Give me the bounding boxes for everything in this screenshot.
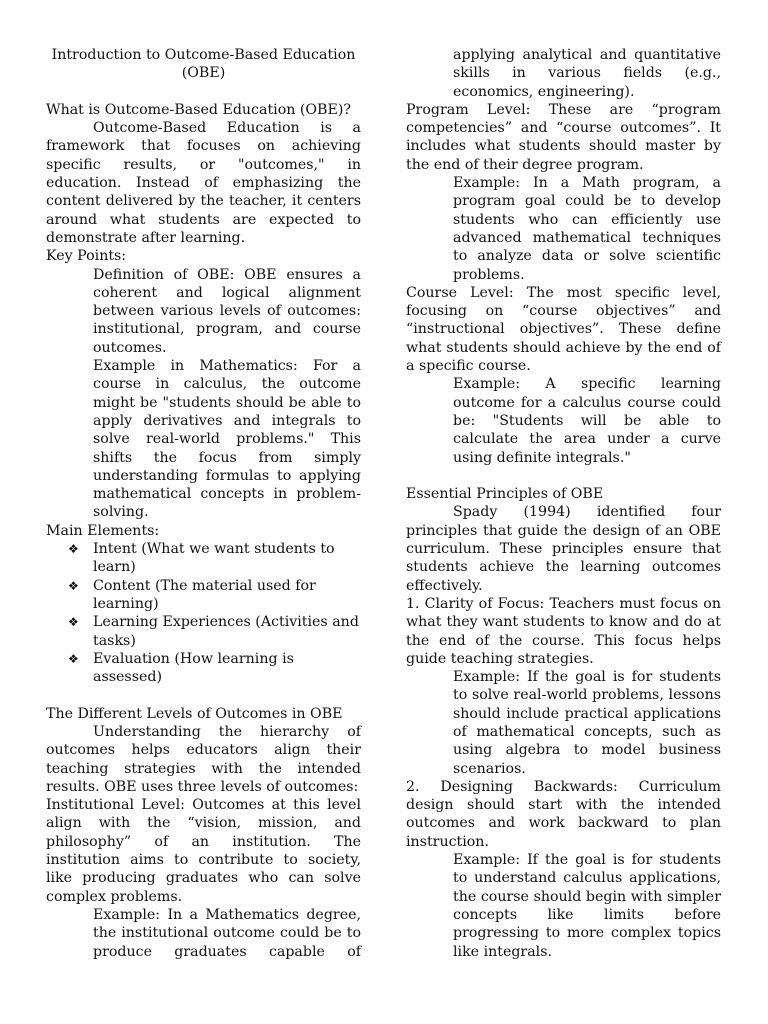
list-item: ❖ Content (The material used for learning) [68, 577, 316, 612]
principle-clarity-of-focus: 1. Clarity of Focus: Teachers must focus on what they want students to know and do at the end of the course. This focus helps guide teaching strategies. [406, 595, 721, 667]
list-item: ❖ Intent (What we want students to learn) [68, 541, 335, 576]
designing-backwards-example: Example: If the goal is for students to understand calculus applications, the course should begin with simpler concepts like limits before progressing to more complex topics like integrals. [453, 852, 721, 960]
principles-intro-paragraph: Spady (1994) identified four principles that guide the design of an OBE curriculum. These principles ensure that students achieve the learning outcomes effectively. [406, 504, 721, 594]
course-level-paragraph: Course Level: The most specific level, focusing on “course objectives” and “instructional objectives”. These define what students should achieve by the end of a specific course. [406, 284, 721, 375]
principle-designing-backwards: 2. Designing Backwards: Curriculum design should start with the intended outcomes and work backward to plan instruction. [406, 778, 721, 850]
left-column [46, 46, 361, 961]
program-example: Example: In a Math program, a program goal could be to develop students who can efficiently use advanced mathematical techniques to analyze data or solve scientific problems. [453, 175, 721, 283]
diamond-bullet-icon: ❖ [68, 615, 79, 630]
math-example: Example in Mathematics: For a course in calculus, the outcome might be "students should be able to apply derivatives and integrals to solve real-world problems." This shifts the focus from simply understanding formulas to applying mathematical concepts in problem-solving. [93, 358, 361, 521]
institutional-example-start: Example: In a Mathematics degree, the institutional outcome could be to produce graduates capable of [93, 906, 361, 960]
key-points-label: Key Points: [46, 248, 127, 265]
institutional-example-end: applying analytical and quantitative skills in various fields (e.g., economics, engineering). [453, 47, 721, 100]
diamond-bullet-icon: ❖ [68, 542, 79, 557]
levels-intro-paragraph: Understanding the hierarchy of outcomes helps educators align their teaching strategies with the intended results. OBE uses three levels of outcomes: [46, 723, 361, 795]
right-column [406, 46, 721, 961]
document-title: Introduction to Outcome-Based Education (OBE) [51, 47, 356, 82]
obe-intro-paragraph: Outcome-Based Education is a framework that focuses on achieving specific results, or "outcomes," in education. Instead of emphasizing the content delivered by the teacher, it centers around what students are expected to demonstrate after learning. [46, 120, 361, 246]
main-elements-list [46, 540, 361, 686]
principles-heading: Essential Principles of OBE [406, 486, 604, 503]
levels-heading: The Different Levels of Outcomes in OBE [46, 705, 343, 722]
diamond-bullet-icon: ❖ [68, 578, 79, 593]
obe-definition: Definition of OBE: OBE ensures a coherent and logical alignment between various levels of outcomes: institutional, program, and course outcomes. [93, 266, 361, 356]
diamond-bullet-icon: ❖ [68, 651, 79, 666]
program-level-paragraph: Program Level: These are “program competencies” and “course outcomes”. It includes what students should master by the end of their degree program. [406, 101, 721, 173]
course-example: Example: A specific learning outcome for a calculus course could be: "Students will be able to calculate the area under a curve using definite integrals." [453, 376, 721, 466]
main-elements-label: Main Elements: [46, 522, 160, 539]
obe-question-heading: What is Outcome-Based Education (OBE)? [46, 101, 351, 118]
institutional-level-paragraph: Institutional Level: Outcomes at this level align with the “vision, mission, and philosophy” of an institution. The institution aims to contribute to society, like producing graduates who can solve complex problems. [46, 797, 361, 905]
list-item: ❖ Evaluation (How learning is assessed) [68, 650, 294, 686]
clarity-example: Example: If the goal is for students to solve real-world problems, lessons should include practical applications of mathematical concepts, such as using algebra to model business scenarios. [453, 669, 721, 777]
list-item: ❖ Learning Experiences (Activities and tasks) [68, 614, 359, 649]
